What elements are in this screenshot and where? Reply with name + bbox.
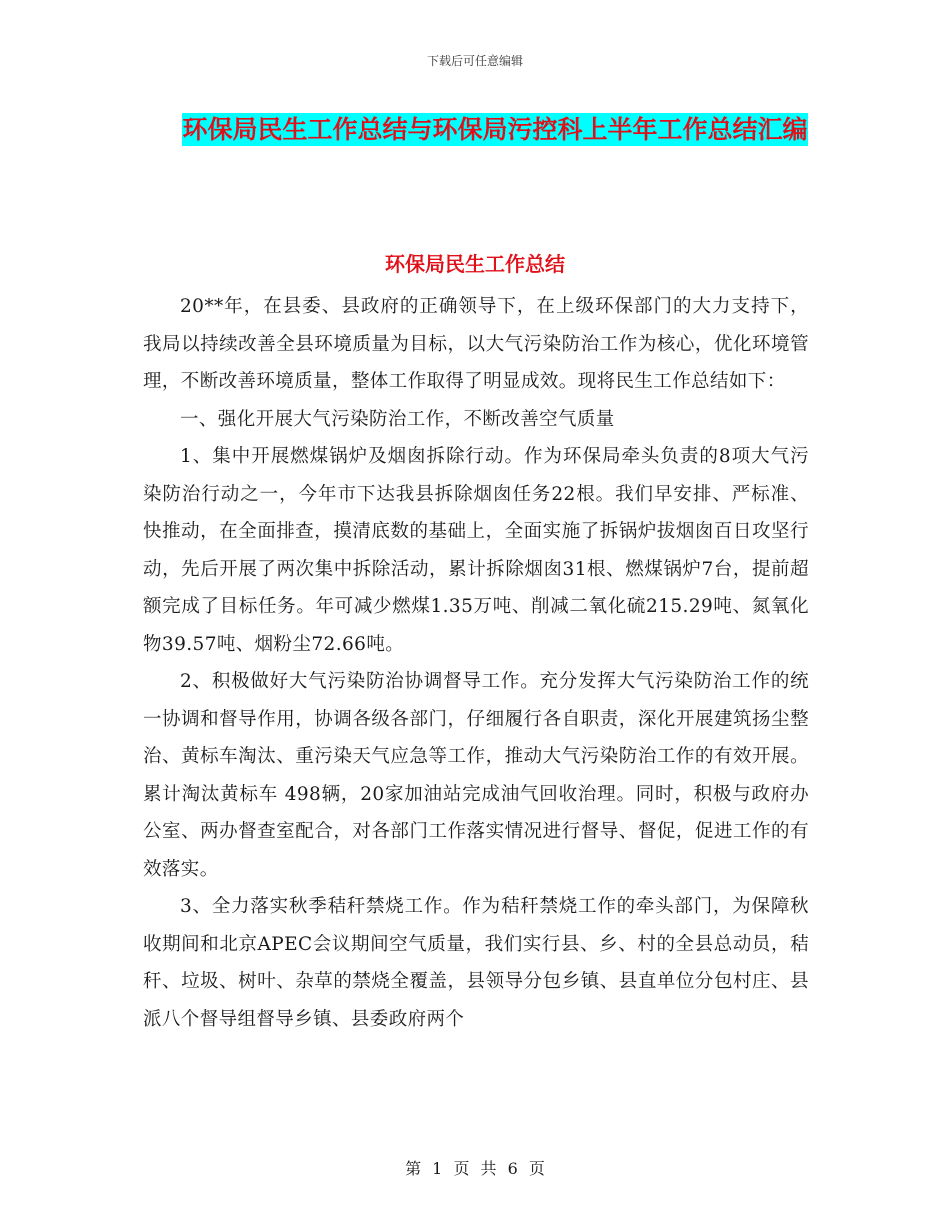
paragraph-intro: 20**年，在县委、县政府的正确领导下，在上级环保部门的大力支持下，我局以持续改善全县环境质量为目标，以大气污染防治工作为核心，优化环境管理，不断改善环境质量，整体工作取得了明显成效。现将民生工作总结如下：	[143, 296, 809, 392]
paragraph-heading-1: 一、强化开展大气污染防治工作，不断改善空气质量	[180, 408, 615, 430]
header-note: 下载后可任意编辑	[426, 54, 523, 68]
document-body	[143, 288, 809, 1038]
paragraph-item-2: 2、积极做好大气污染防治协调督导工作。充分发挥大气污染防治工作的统一协调和督导作用，协调各级各部门，仔细履行各自职责，深化开展建筑扬尘整治、黄标车淘汰、重污染天气应急等工作，推动大气污染防治工作的有效开展。累计淘汰黄标车 498辆，20家加油站完成油气回收治理。同时，积极与政府办公室、两办督查室配合，对各部门工作落实情况进行督导、督促，促进工作的有效落实。	[143, 671, 809, 880]
paragraph-item-3: 3、全力落实秋季秸秆禁烧工作。作为秸秆禁烧工作的牵头部门，为保障秋收期间和北京APEC会议期间空气质量，我们实行县、乡、村的全县总动员，秸秆、垃圾、树叶、杂草的禁烧全覆盖，县领导分包乡镇、县直单位分包村庄、县派八个督导组督导乡镇、县委政府两个	[143, 896, 809, 1030]
page-number: 第 1 页 共 6 页	[405, 1159, 545, 1178]
document-title	[150, 106, 840, 153]
paragraph-item-1: 1、集中开展燃煤锅炉及烟囱拆除行动。作为环保局牵头负责的8项大气污染防治行动之一，今年市下达我县拆除烟囱任务22根。我们早安排、严标准、快推动，在全面排查，摸清底数的基础上，全面实施了拆锅炉拔烟囱百日攻坚行动，先后开展了两次集中拆除活动，累计拆除烟囱31根、燃煤锅炉7台，提前超额完成了目标任务。年可减少燃煤1.35万吨、削减二氧化硫215.29吨、氮氧化物39.57吨、烟粉尘72.66吨。	[143, 446, 809, 655]
document-title-text: 环保局民生工作总结与环保局污控科上半年工作总结汇编	[182, 115, 808, 144]
section-title: 环保局民生工作总结	[385, 252, 565, 276]
